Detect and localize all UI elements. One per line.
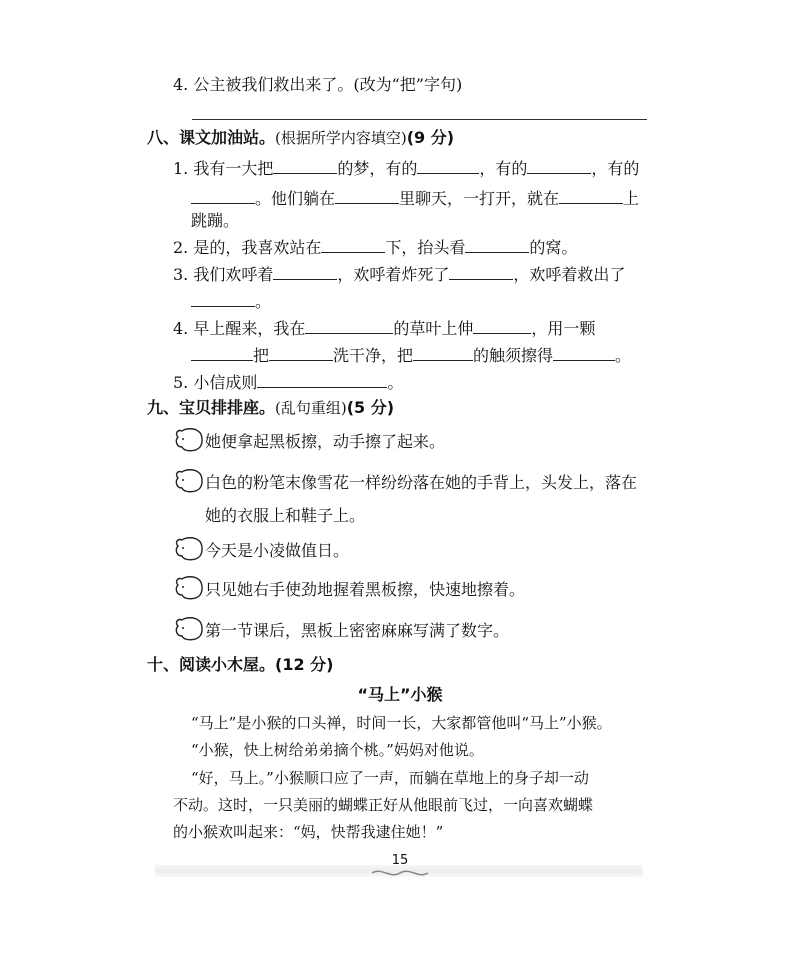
text: ，欢呼着救出了 [513,265,626,284]
text: 的触须擦得 [473,346,554,365]
sentence-3: 今天是小凌做值日。 [205,541,350,560]
blank[interactable] [191,289,255,307]
text: 的梦，有的 [337,159,418,178]
story-paragraph-3c: 的小猴欢叫起来：“妈，快帮我逮住她！” [173,823,444,841]
mouse-answer-icon[interactable] [174,614,204,642]
page-number: 15 [391,853,409,868]
text: 。 [615,346,632,365]
story-title: “马上”小猴 [357,685,443,704]
blank[interactable] [335,186,399,204]
blank[interactable] [257,370,387,388]
story-paragraph-1: “马上”是小猴的口头禅，时间一长，大家都管他叫“马上”小猴。 [191,714,612,732]
text: 2. 是的，我喜欢站在 [173,238,322,257]
section-10-heading [147,654,333,676]
answer-line[interactable] [192,119,647,120]
s8-line-1 [173,156,639,180]
blank[interactable] [449,262,513,280]
blank[interactable] [527,156,591,174]
text: 上 [623,189,640,208]
text: ，有的 [479,159,528,178]
blank[interactable] [417,156,479,174]
s8-line-6 [191,289,271,313]
sentence-4: 只见她右手使劲地握着黑板擦，快速地擦着。 [205,580,526,599]
text: 。 [387,373,404,392]
blank[interactable] [191,186,255,204]
story-paragraph-3b: 不动。这时，一只美丽的蝴蝶正好从他眼前飞过，一向喜欢蝴蝶 [173,796,594,814]
section-8-title: 八、课文加油站。 [147,128,276,147]
section-9-title: 九、宝贝排排座。 [147,398,276,417]
sentence-2a: 白色的粉笔末像雪花一样纷纷落在她的手背上，头发上，落在 [205,473,638,492]
section-9-heading [147,397,394,419]
s8-line-7 [173,316,595,340]
blank[interactable] [269,343,333,361]
s8-line-4 [173,235,577,259]
blank[interactable] [321,235,385,253]
text: 的窝。 [529,238,578,257]
text: 3. 我们欢呼着 [173,265,274,284]
s8-line-2 [191,186,639,210]
section-8-note: (根据所学内容填空) [275,129,407,147]
sentence-2b: 她的衣服上和鞋子上。 [205,506,366,525]
text: 。 [255,292,272,311]
section-9-points: (5 分) [346,398,395,417]
section-8-heading [147,127,454,149]
text: ，有的 [591,159,640,178]
blank[interactable] [191,343,253,361]
s8-line-5 [173,262,625,286]
s8-line-3: 跳蹦。 [191,211,240,230]
text: 洗干净，把 [333,346,414,365]
mouse-answer-icon[interactable] [174,534,204,562]
text: ，欢呼着炸死了 [337,265,450,284]
section-10-points: (12 分) [275,655,334,674]
text: 1. 我有一大把 [173,159,274,178]
text: 的草叶上伸 [393,319,474,338]
text: 把 [253,346,270,365]
blank[interactable] [465,235,529,253]
blank[interactable] [273,262,337,280]
section-9-note: (乱句重组) [275,399,347,417]
text: 里聊天，一打开，就在 [399,189,560,208]
page-ornament-icon [370,866,430,880]
mouse-answer-icon[interactable] [174,466,204,494]
s8-line-8 [191,343,631,367]
text: 。他们躺在 [255,189,336,208]
blank[interactable] [553,343,615,361]
section-10-title: 十、阅读小木屋。 [147,655,276,674]
blank[interactable] [559,186,623,204]
text: ，用一颗 [531,319,596,338]
s8-line-9 [173,370,403,394]
story-paragraph-3a: “好，马上。”小猴顺口应了一声，而躺在草地上的身子却一动 [191,769,589,787]
text: 4. 早上醒来，我在 [173,319,306,338]
blank[interactable] [473,316,531,334]
blank[interactable] [273,156,337,174]
text: 下，抬头看 [385,238,466,257]
sentence-5: 第一节课后，黑板上密密麻麻写满了数字。 [205,621,510,640]
mouse-answer-icon[interactable] [174,425,204,453]
question-4-rewrite: 4. 公主被我们救出来了。(改为“把”字句) [173,75,463,94]
mouse-answer-icon[interactable] [174,573,204,601]
story-paragraph-2: “小猴，快上树给弟弟摘个桃。”妈妈对他说。 [191,741,484,759]
blank[interactable] [413,343,473,361]
blank[interactable] [305,316,393,334]
text: 5. 小信成则 [173,373,258,392]
sentence-1: 她便拿起黑板擦，动手擦了起来。 [205,432,446,451]
section-8-points: (9 分) [406,128,455,147]
